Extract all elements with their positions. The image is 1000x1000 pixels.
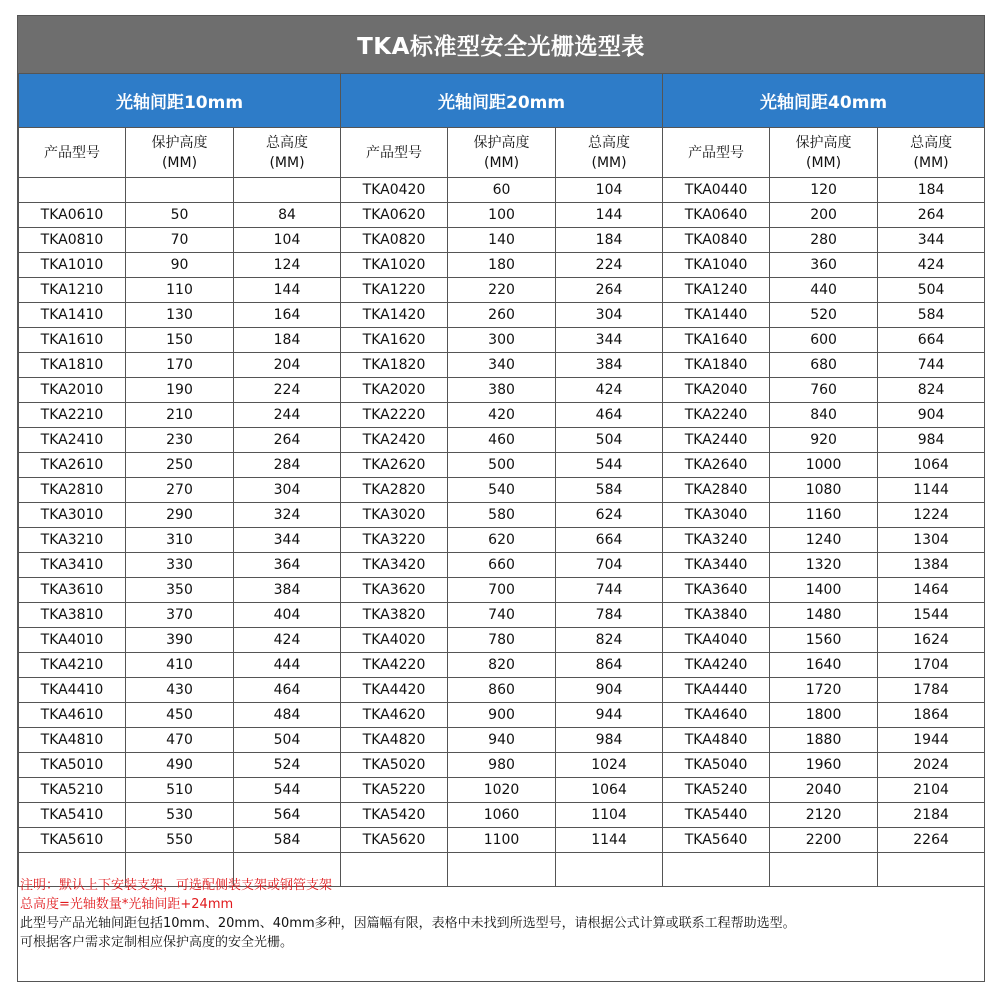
protect-height-cell: 390 <box>126 628 234 653</box>
total-height-cell: 824 <box>556 628 663 653</box>
total-height-cell: 304 <box>556 303 663 328</box>
model-cell: TKA1620 <box>341 328 448 353</box>
model-cell: TKA2610 <box>19 453 126 478</box>
model-cell: TKA5020 <box>341 753 448 778</box>
total-height-cell: 164 <box>234 303 341 328</box>
protect-height-cell: 1480 <box>770 603 878 628</box>
model-cell: TKA1640 <box>663 328 770 353</box>
model-cell: TKA3040 <box>663 503 770 528</box>
protect-height-cell: 220 <box>448 278 556 303</box>
protect-height-cell: 200 <box>770 203 878 228</box>
protect-height-cell: 350 <box>126 578 234 603</box>
total-height-cell: 2184 <box>878 803 985 828</box>
table-row <box>19 253 985 278</box>
total-height-cell: 564 <box>234 803 341 828</box>
table-row <box>19 228 985 253</box>
model-cell: TKA3840 <box>663 603 770 628</box>
group-header-40mm: 光轴间距40mm <box>663 74 985 128</box>
total-height-cell: 1144 <box>878 478 985 503</box>
protect-height-cell: 210 <box>126 403 234 428</box>
model-cell: TKA3620 <box>341 578 448 603</box>
model-cell: TKA1440 <box>663 303 770 328</box>
total-height-cell: 1704 <box>878 653 985 678</box>
protect-height-cell: 1720 <box>770 678 878 703</box>
protect-height-cell: 920 <box>770 428 878 453</box>
total-height-cell: 1464 <box>878 578 985 603</box>
protect-height-cell: 550 <box>126 828 234 853</box>
total-height-cell: 424 <box>556 378 663 403</box>
total-height-cell: 424 <box>234 628 341 653</box>
protect-height-cell: 360 <box>770 253 878 278</box>
total-height-cell: 404 <box>234 603 341 628</box>
protect-height-cell: 1000 <box>770 453 878 478</box>
total-height-cell: 504 <box>234 728 341 753</box>
protect-height-cell: 1640 <box>770 653 878 678</box>
table-row <box>19 503 985 528</box>
model-cell: TKA0610 <box>19 203 126 228</box>
model-cell: TKA2820 <box>341 478 448 503</box>
total-height-cell: 1784 <box>878 678 985 703</box>
protect-height-cell: 1560 <box>770 628 878 653</box>
model-cell: TKA1220 <box>341 278 448 303</box>
total-height-cell: 984 <box>878 428 985 453</box>
total-height-cell: 624 <box>556 503 663 528</box>
total-height-cell: 744 <box>878 353 985 378</box>
total-height-cell: 464 <box>556 403 663 428</box>
total-height-cell: 584 <box>878 303 985 328</box>
protect-height-cell: 2040 <box>770 778 878 803</box>
total-height-cell: 2104 <box>878 778 985 803</box>
note-line: 此型号产品光轴间距包括10mm、20mm、40mm多种，因篇幅有限，表格中未找到所选型号，请根据公式计算或联系工程帮助选型。 <box>20 916 796 931</box>
model-cell: TKA1420 <box>341 303 448 328</box>
protect-height-cell: 1080 <box>770 478 878 503</box>
protect-height-cell: 2120 <box>770 803 878 828</box>
total-height-cell: 264 <box>556 278 663 303</box>
model-cell: TKA1040 <box>663 253 770 278</box>
total-height-cell: 504 <box>878 278 985 303</box>
protect-height-cell: 260 <box>448 303 556 328</box>
protect-height-cell: 520 <box>770 303 878 328</box>
protect-height-cell: 500 <box>448 453 556 478</box>
model-cell: TKA1820 <box>341 353 448 378</box>
model-cell: TKA0820 <box>341 228 448 253</box>
group-header-10mm: 光轴间距10mm <box>19 74 341 128</box>
model-cell: TKA5620 <box>341 828 448 853</box>
model-cell: TKA3420 <box>341 553 448 578</box>
model-cell: TKA4420 <box>341 678 448 703</box>
protect-height-cell: 370 <box>126 603 234 628</box>
protect-height-cell: 600 <box>770 328 878 353</box>
protect-height-cell: 760 <box>770 378 878 403</box>
total-height-cell: 224 <box>234 378 341 403</box>
total-height-cell: 704 <box>556 553 663 578</box>
protect-height-cell: 820 <box>448 653 556 678</box>
model-cell: TKA4010 <box>19 628 126 653</box>
total-height-cell: 904 <box>878 403 985 428</box>
model-cell: TKA5010 <box>19 753 126 778</box>
protect-height-cell: 230 <box>126 428 234 453</box>
protect-height-cell: 1100 <box>448 828 556 853</box>
model-cell: TKA4440 <box>663 678 770 703</box>
table-row <box>19 428 985 453</box>
total-height-cell: 664 <box>556 528 663 553</box>
model-cell: TKA0440 <box>663 178 770 203</box>
table-row <box>19 278 985 303</box>
model-cell: TKA3640 <box>663 578 770 603</box>
model-cell: TKA3440 <box>663 553 770 578</box>
column-header-model: 产品型号 <box>341 128 448 178</box>
total-height-cell: 144 <box>556 203 663 228</box>
protect-height-cell: 1060 <box>448 803 556 828</box>
total-height-cell: 284 <box>234 453 341 478</box>
model-cell: TKA2420 <box>341 428 448 453</box>
model-cell: TKA4620 <box>341 703 448 728</box>
group-header-row <box>19 74 985 128</box>
protect-height-cell: 900 <box>448 703 556 728</box>
total-height-cell: 444 <box>234 653 341 678</box>
total-height-cell: 584 <box>234 828 341 853</box>
model-cell: TKA2020 <box>341 378 448 403</box>
table-body <box>19 178 985 887</box>
total-height-cell: 264 <box>878 203 985 228</box>
protect-height-cell: 1960 <box>770 753 878 778</box>
column-header-total-height: 总高度 (MM) <box>556 128 663 178</box>
protect-height-cell: 680 <box>770 353 878 378</box>
protect-height-cell: 130 <box>126 303 234 328</box>
total-height-cell: 1864 <box>878 703 985 728</box>
total-height-cell <box>234 178 341 203</box>
model-cell: TKA4820 <box>341 728 448 753</box>
total-height-cell: 384 <box>556 353 663 378</box>
table-title: TKA标准型安全光栅选型表 <box>18 16 984 73</box>
model-cell: TKA2220 <box>341 403 448 428</box>
protect-height-cell: 430 <box>126 678 234 703</box>
column-header-model: 产品型号 <box>663 128 770 178</box>
total-height-cell: 224 <box>556 253 663 278</box>
total-height-cell: 864 <box>556 653 663 678</box>
protect-height-cell: 250 <box>126 453 234 478</box>
model-cell: TKA5640 <box>663 828 770 853</box>
note-line: 总高度=光轴数量*光轴间距+24mm <box>20 897 234 912</box>
table-row <box>19 453 985 478</box>
total-height-cell: 1304 <box>878 528 985 553</box>
total-height-cell: 364 <box>234 553 341 578</box>
total-height-cell: 424 <box>878 253 985 278</box>
model-cell: TKA4220 <box>341 653 448 678</box>
table-row <box>19 803 985 828</box>
total-height-cell: 524 <box>234 753 341 778</box>
protect-height-cell: 1240 <box>770 528 878 553</box>
selection-table <box>18 73 985 887</box>
model-cell: TKA2240 <box>663 403 770 428</box>
total-height-cell: 324 <box>234 503 341 528</box>
model-cell: TKA3410 <box>19 553 126 578</box>
protect-height-cell: 660 <box>448 553 556 578</box>
model-cell: TKA0640 <box>663 203 770 228</box>
protect-height-cell: 1160 <box>770 503 878 528</box>
total-height-cell: 2264 <box>878 828 985 853</box>
protect-height-cell: 440 <box>770 278 878 303</box>
table-row <box>19 328 985 353</box>
model-cell: TKA5440 <box>663 803 770 828</box>
total-height-cell: 1144 <box>556 828 663 853</box>
total-height-cell: 1944 <box>878 728 985 753</box>
total-height-cell: 544 <box>556 453 663 478</box>
protect-height-cell: 580 <box>448 503 556 528</box>
group-header-20mm: 光轴间距20mm <box>341 74 663 128</box>
total-height-cell: 584 <box>556 478 663 503</box>
column-header-protect-height: 保护高度 (MM) <box>448 128 556 178</box>
total-height-cell: 244 <box>234 403 341 428</box>
total-height-cell: 344 <box>878 228 985 253</box>
total-height-cell: 984 <box>556 728 663 753</box>
protect-height-cell: 90 <box>126 253 234 278</box>
protect-height-cell: 1800 <box>770 703 878 728</box>
model-cell: TKA2440 <box>663 428 770 453</box>
table-row <box>19 378 985 403</box>
model-cell: TKA4610 <box>19 703 126 728</box>
total-height-cell: 104 <box>556 178 663 203</box>
total-height-cell: 184 <box>556 228 663 253</box>
selection-table-frame <box>17 15 985 982</box>
model-cell: TKA2840 <box>663 478 770 503</box>
notes-section <box>20 876 980 952</box>
total-height-cell: 824 <box>878 378 985 403</box>
protect-height-cell: 330 <box>126 553 234 578</box>
total-height-cell: 944 <box>556 703 663 728</box>
model-cell: TKA1010 <box>19 253 126 278</box>
total-height-cell: 664 <box>878 328 985 353</box>
model-cell: TKA4840 <box>663 728 770 753</box>
column-header-total-height: 总高度 (MM) <box>234 128 341 178</box>
total-height-cell: 904 <box>556 678 663 703</box>
total-height-cell: 384 <box>234 578 341 603</box>
protect-height-cell: 150 <box>126 328 234 353</box>
table-row <box>19 353 985 378</box>
model-cell: TKA1410 <box>19 303 126 328</box>
protect-height-cell: 1400 <box>770 578 878 603</box>
total-height-cell: 784 <box>556 603 663 628</box>
total-height-cell: 504 <box>556 428 663 453</box>
protect-height-cell <box>126 178 234 203</box>
note-line: 注明：默认上下安装支架，可选配侧装支架或钢管支架 <box>20 878 333 893</box>
model-cell: TKA1210 <box>19 278 126 303</box>
protect-height-cell: 310 <box>126 528 234 553</box>
table-row <box>19 678 985 703</box>
protect-height-cell: 180 <box>448 253 556 278</box>
protect-height-cell: 940 <box>448 728 556 753</box>
total-height-cell: 144 <box>234 278 341 303</box>
model-cell: TKA2640 <box>663 453 770 478</box>
model-cell: TKA4210 <box>19 653 126 678</box>
total-height-cell: 84 <box>234 203 341 228</box>
model-cell: TKA3610 <box>19 578 126 603</box>
model-cell: TKA5210 <box>19 778 126 803</box>
table-row <box>19 628 985 653</box>
protect-height-cell: 120 <box>770 178 878 203</box>
protect-height-cell: 460 <box>448 428 556 453</box>
protect-height-cell: 1320 <box>770 553 878 578</box>
column-header-model: 产品型号 <box>19 128 126 178</box>
model-cell: TKA1840 <box>663 353 770 378</box>
model-cell: TKA0420 <box>341 178 448 203</box>
total-height-cell: 204 <box>234 353 341 378</box>
model-cell <box>19 178 126 203</box>
model-cell: TKA0810 <box>19 228 126 253</box>
table-row <box>19 603 985 628</box>
protect-height-cell: 490 <box>126 753 234 778</box>
total-height-cell: 304 <box>234 478 341 503</box>
table-row <box>19 203 985 228</box>
protect-height-cell: 530 <box>126 803 234 828</box>
table-row <box>19 753 985 778</box>
model-cell: TKA1610 <box>19 328 126 353</box>
model-cell: TKA3810 <box>19 603 126 628</box>
total-height-cell: 2024 <box>878 753 985 778</box>
model-cell: TKA2040 <box>663 378 770 403</box>
model-cell: TKA4020 <box>341 628 448 653</box>
protect-height-cell: 1880 <box>770 728 878 753</box>
model-cell: TKA2210 <box>19 403 126 428</box>
table-row <box>19 578 985 603</box>
model-cell: TKA3240 <box>663 528 770 553</box>
table-row <box>19 178 985 203</box>
protect-height-cell: 270 <box>126 478 234 503</box>
total-height-cell: 184 <box>234 328 341 353</box>
model-cell: TKA2410 <box>19 428 126 453</box>
model-cell: TKA2810 <box>19 478 126 503</box>
model-cell: TKA5410 <box>19 803 126 828</box>
total-height-cell: 484 <box>234 703 341 728</box>
total-height-cell: 1384 <box>878 553 985 578</box>
model-cell: TKA1810 <box>19 353 126 378</box>
table-row <box>19 828 985 853</box>
column-header-protect-height: 保护高度 (MM) <box>126 128 234 178</box>
protect-height-cell: 700 <box>448 578 556 603</box>
protect-height-cell: 50 <box>126 203 234 228</box>
model-cell: TKA5220 <box>341 778 448 803</box>
total-height-cell: 1064 <box>878 453 985 478</box>
protect-height-cell: 470 <box>126 728 234 753</box>
model-cell: TKA3220 <box>341 528 448 553</box>
total-height-cell: 344 <box>556 328 663 353</box>
protect-height-cell: 70 <box>126 228 234 253</box>
protect-height-cell: 980 <box>448 753 556 778</box>
model-cell: TKA4810 <box>19 728 126 753</box>
total-height-cell: 344 <box>234 528 341 553</box>
total-height-cell: 184 <box>878 178 985 203</box>
protect-height-cell: 540 <box>448 478 556 503</box>
model-cell: TKA4040 <box>663 628 770 653</box>
protect-height-cell: 780 <box>448 628 556 653</box>
total-height-cell: 104 <box>234 228 341 253</box>
protect-height-cell: 840 <box>770 403 878 428</box>
total-height-cell: 744 <box>556 578 663 603</box>
total-height-cell: 1224 <box>878 503 985 528</box>
model-cell: TKA1020 <box>341 253 448 278</box>
table-row <box>19 778 985 803</box>
total-height-cell: 464 <box>234 678 341 703</box>
model-cell: TKA0620 <box>341 203 448 228</box>
model-cell: TKA2620 <box>341 453 448 478</box>
protect-height-cell: 280 <box>770 228 878 253</box>
protect-height-cell: 190 <box>126 378 234 403</box>
column-header-row <box>19 128 985 178</box>
model-cell: TKA3010 <box>19 503 126 528</box>
protect-height-cell: 100 <box>448 203 556 228</box>
protect-height-cell: 1020 <box>448 778 556 803</box>
model-cell: TKA5420 <box>341 803 448 828</box>
total-height-cell: 124 <box>234 253 341 278</box>
model-cell: TKA4240 <box>663 653 770 678</box>
model-cell: TKA5040 <box>663 753 770 778</box>
total-height-cell: 1064 <box>556 778 663 803</box>
protect-height-cell: 300 <box>448 328 556 353</box>
model-cell: TKA3820 <box>341 603 448 628</box>
total-height-cell: 1024 <box>556 753 663 778</box>
protect-height-cell: 450 <box>126 703 234 728</box>
total-height-cell: 1104 <box>556 803 663 828</box>
protect-height-cell: 410 <box>126 653 234 678</box>
protect-height-cell: 340 <box>448 353 556 378</box>
protect-height-cell: 740 <box>448 603 556 628</box>
total-height-cell: 1544 <box>878 603 985 628</box>
table-row <box>19 703 985 728</box>
protect-height-cell: 2200 <box>770 828 878 853</box>
protect-height-cell: 420 <box>448 403 556 428</box>
model-cell: TKA0840 <box>663 228 770 253</box>
protect-height-cell: 380 <box>448 378 556 403</box>
table-row <box>19 728 985 753</box>
table-row <box>19 478 985 503</box>
protect-height-cell: 60 <box>448 178 556 203</box>
protect-height-cell: 290 <box>126 503 234 528</box>
table-row <box>19 528 985 553</box>
protect-height-cell: 620 <box>448 528 556 553</box>
model-cell: TKA3210 <box>19 528 126 553</box>
model-cell: TKA4640 <box>663 703 770 728</box>
protect-height-cell: 140 <box>448 228 556 253</box>
table-row <box>19 553 985 578</box>
model-cell: TKA5610 <box>19 828 126 853</box>
protect-height-cell: 510 <box>126 778 234 803</box>
protect-height-cell: 110 <box>126 278 234 303</box>
column-header-total-height: 总高度 (MM) <box>878 128 985 178</box>
table-row <box>19 403 985 428</box>
table-row <box>19 653 985 678</box>
model-cell: TKA3020 <box>341 503 448 528</box>
model-cell: TKA2010 <box>19 378 126 403</box>
table-row <box>19 303 985 328</box>
note-line: 可根据客户需求定制相应保护高度的安全光栅。 <box>20 935 294 950</box>
model-cell: TKA1240 <box>663 278 770 303</box>
total-height-cell: 264 <box>234 428 341 453</box>
protect-height-cell: 860 <box>448 678 556 703</box>
model-cell: TKA4410 <box>19 678 126 703</box>
model-cell: TKA5240 <box>663 778 770 803</box>
column-header-protect-height: 保护高度 (MM) <box>770 128 878 178</box>
protect-height-cell: 170 <box>126 353 234 378</box>
total-height-cell: 1624 <box>878 628 985 653</box>
total-height-cell: 544 <box>234 778 341 803</box>
